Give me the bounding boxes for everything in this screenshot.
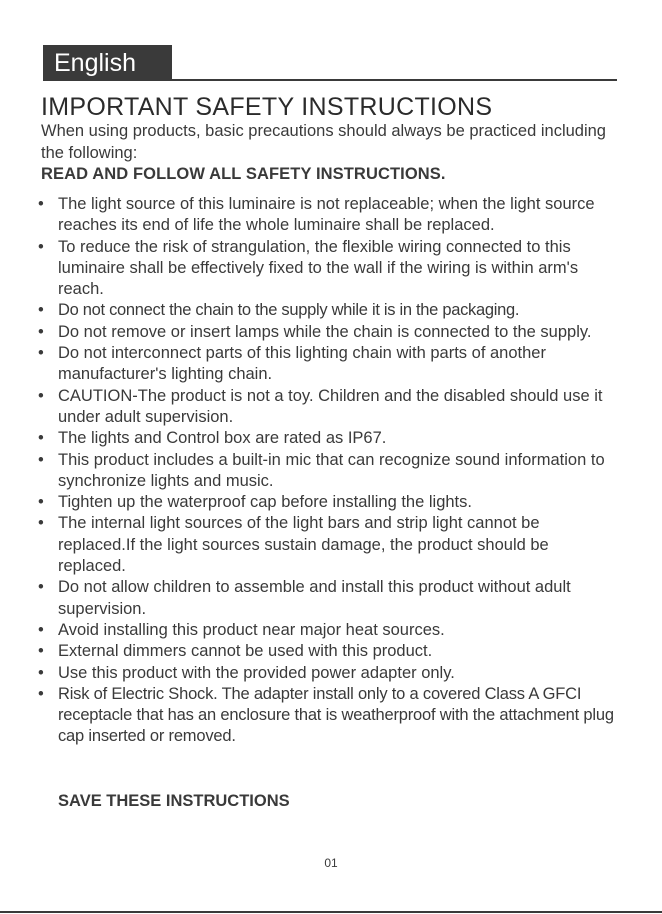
list-item: • The lights and Control box are rated as IP67. xyxy=(30,428,620,449)
list-item: • Tighten up the waterproof cap before installing the lights. xyxy=(30,492,620,513)
list-item: • Do not remove or insert lamps while the chain is connected to the supply. xyxy=(30,322,620,343)
safety-instructions-list xyxy=(30,194,620,748)
intro-bold-text: READ AND FOLLOW ALL SAFETY INSTRUCTIONS. xyxy=(41,165,446,183)
page-title: IMPORTANT SAFETY INSTRUCTIONS xyxy=(41,93,493,121)
list-item: • The light source of this luminaire is not replaceable; when the light source reaches its end of life the whole luminaire shall be replaced. xyxy=(30,194,620,237)
save-instructions-note: SAVE THESE INSTRUCTIONS xyxy=(58,792,290,810)
list-item: • Use this product with the provided power adapter only. xyxy=(30,663,620,684)
intro-text: When using products, basic precautions should always be practiced including the following: xyxy=(41,122,606,162)
page-number: 01 xyxy=(324,856,338,870)
list-item: • The internal light sources of the light bars and strip light cannot be replaced.If the light sources sustain damage, the product should be replaced. xyxy=(30,513,620,577)
list-item: • Do not allow children to assemble and install this product without adult supervision. xyxy=(30,577,620,620)
intro-paragraph xyxy=(41,121,621,186)
list-item: • CAUTION-The product is not a toy. Children and the disabled should use it under adult supervision. xyxy=(30,386,620,429)
list-item: • Risk of Electric Shock. The adapter install only to a covered Class A GFCI receptacle that has an enclosure that is weatherproof with the attachment plug cap inserted or removed. xyxy=(30,684,620,748)
language-tab: English xyxy=(43,45,172,81)
list-item: • To reduce the risk of strangulation, the flexible wiring connected to this luminaire shall be effectively fixed to the wall if the wiring is within arm's reach. xyxy=(30,237,620,301)
list-item: • Do not connect the chain to the supply while it is in the packaging. xyxy=(30,300,620,321)
list-item: • Avoid installing this product near major heat sources. xyxy=(30,620,620,641)
list-item: • Do not interconnect parts of this lighting chain with parts of another manufacturer's lighting chain. xyxy=(30,343,620,386)
list-item: • This product includes a built-in mic that can recognize sound information to synchronize lights and music. xyxy=(30,450,620,493)
language-header xyxy=(43,45,617,81)
header-divider xyxy=(172,79,617,81)
list-item: • External dimmers cannot be used with this product. xyxy=(30,641,620,662)
bottom-divider xyxy=(0,911,662,913)
